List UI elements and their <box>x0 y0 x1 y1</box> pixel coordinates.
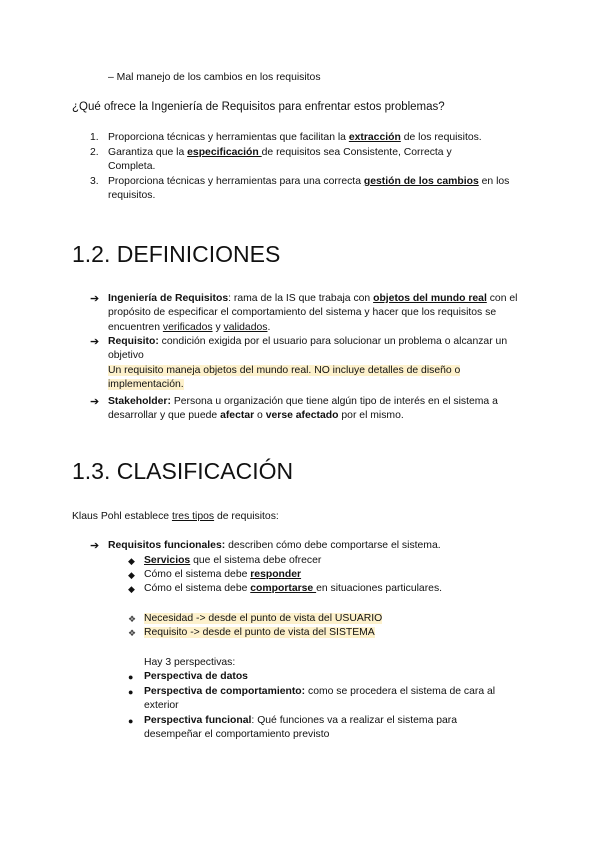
def-bold: verse afectado <box>265 410 339 422</box>
perspective-term: Perspectiva de datos <box>144 671 248 682</box>
offer-text-end: de los requisitos. <box>400 132 482 143</box>
perspective-comportamiento <box>128 685 528 714</box>
offer-text-end: de requisitos sea Consistente, Correcta y Completa. <box>108 147 452 173</box>
offer-number: 1. <box>90 132 99 143</box>
arrow-icon: ➔ <box>90 336 100 348</box>
offer-emphasis: gestión de los cambios <box>363 176 479 187</box>
bullet-icon: ● <box>128 716 134 726</box>
def-text: y <box>212 321 224 333</box>
def-text: Persona u organización que tiene algún tipo de interés en el sistema a desarrollar y que puede <box>108 396 498 422</box>
offer-text: Proporciona técnicas y herramientas que facilitan la <box>108 132 349 143</box>
sub-text-end: en situaciones particulares. <box>316 583 443 594</box>
diamond-icon: ◆ <box>128 584 135 594</box>
offer-text: Garantiza que la <box>108 147 188 158</box>
pohl-text-end: de requisitos: <box>214 511 279 522</box>
term: Stakeholder: <box>108 396 171 407</box>
validados-link: validados <box>223 321 268 333</box>
requisitos-funcionales <box>90 539 530 553</box>
pohl-text: Klaus Pohl establece <box>72 511 172 522</box>
def-text: : rama de la IS que trabaja con <box>228 293 374 304</box>
sub-text: Cómo el sistema debe <box>144 583 251 594</box>
intro-line: – Mal manejo de los cambios en los requisitos <box>108 72 321 83</box>
diamond-icon: ◆ <box>128 570 135 580</box>
offer-number: 2. <box>90 147 99 158</box>
funcional-item-1 <box>128 554 548 568</box>
bullet-icon: ● <box>128 672 134 682</box>
pohl-emphasis: tres tipos <box>171 511 215 522</box>
offer-text-end: en los requisitos. <box>108 176 510 202</box>
term: Requisito: <box>108 336 159 347</box>
highlighted-note: Necesidad -> desde el punto de vista del USUARIO <box>144 613 383 624</box>
arrow-icon: ➔ <box>90 396 100 408</box>
sub-emphasis: responder <box>250 569 302 580</box>
sub-emphasis: comportarse <box>250 583 317 594</box>
perspective-term: Perspectiva de comportamiento: <box>144 686 306 697</box>
star-icon: ❖ <box>128 614 137 624</box>
perspective-datos <box>128 670 528 684</box>
offer-item-2 <box>90 146 490 175</box>
definition-ingenieria <box>90 292 530 335</box>
perspective-text: como se procedera el sistema de cara al exterior <box>144 686 496 712</box>
section-title-definiciones: 1.2. DEFINICIONES <box>72 241 281 267</box>
offer-text: Proporciona técnicas y herramientas para una correcta <box>108 176 364 187</box>
term: Requisitos funcionales: <box>108 540 226 551</box>
perspective-term: Perspectiva funcional <box>144 715 252 726</box>
funcional-item-2 <box>128 568 548 582</box>
question-text: ¿Qué ofrece la Ingeniería de Requisitos para enfrentar estos problemas? <box>72 101 445 113</box>
def-text: . <box>267 321 271 333</box>
perspective-funcional <box>128 714 508 743</box>
def-emphasis: objetos del mundo real <box>373 293 487 304</box>
definition-stakeholder <box>90 395 530 424</box>
sub-text-end: que el sistema debe ofrecer <box>190 555 322 566</box>
offer-emphasis: especificación <box>187 147 262 158</box>
offer-emphasis: extracción <box>348 132 401 143</box>
arrow-icon: ➔ <box>90 540 100 552</box>
highlighted-note: Requisito -> desde el punto de vista del SISTEMA <box>144 627 375 638</box>
sub-text: Cómo el sistema debe <box>144 569 251 580</box>
perspective-text: : Qué funciones va a realizar el sistema para desempeñar el comportamiento previsto <box>144 715 458 741</box>
sub-emphasis: Servicios <box>144 555 191 566</box>
offer-number: 3. <box>90 176 99 187</box>
term: Ingeniería de Requisitos <box>108 293 229 304</box>
arrow-icon: ➔ <box>90 293 100 305</box>
def-text: por el mismo. <box>338 410 404 422</box>
offer-item-3 <box>90 175 530 204</box>
note-requisito <box>128 626 548 640</box>
def-text: con el propósito de especificar el comportamiento del sistema y hacer que los requisitos se encuentren <box>108 293 518 333</box>
def-text: describen cómo debe comportarse el sistema. <box>225 540 441 551</box>
section-title-clasificacion: 1.3. CLASIFICACIÓN <box>72 458 294 484</box>
star-icon: ❖ <box>128 628 137 638</box>
pohl-sentence <box>72 510 279 524</box>
note-necesidad <box>128 612 548 626</box>
definition-requisito <box>90 335 530 393</box>
offer-item-1 <box>90 131 530 145</box>
funcional-item-3 <box>128 582 548 596</box>
bullet-icon: ● <box>128 687 134 697</box>
def-text: condición exigida por el usuario para solucionar un problema o alcanzar un objetivo <box>108 336 508 362</box>
perspectives-intro: Hay 3 perspectivas: <box>144 657 236 668</box>
def-text: o <box>254 410 266 422</box>
verificados-link: verificados <box>162 321 213 333</box>
diamond-icon: ◆ <box>128 556 135 566</box>
def-bold: afectar <box>220 410 255 422</box>
highlighted-note: Un requisito maneja objetos del mundo real. NO incluye detalles de diseño o implementación. <box>108 364 461 391</box>
